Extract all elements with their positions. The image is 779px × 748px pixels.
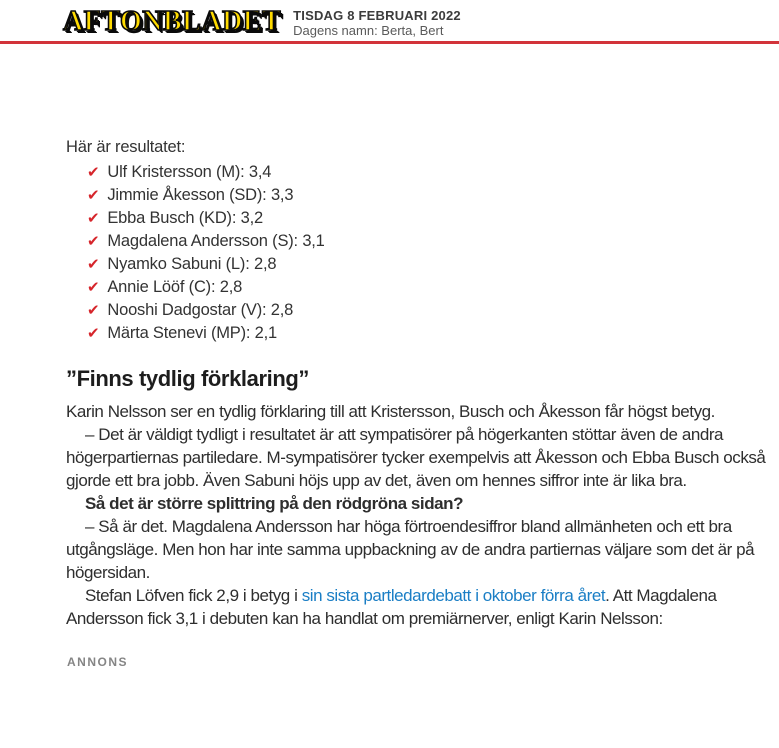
result-label: Ulf Kristersson (M): 3,4 [107,163,272,181]
nameday-line: Dagens namn: Berta, Bert [293,23,444,38]
result-list-item [66,207,779,230]
results-intro: Här är resultatet: [66,138,186,156]
article-link[interactable]: sin sista partledardebatt i oktober förra året [301,586,606,605]
paragraph-text: Stefan Löfven fick 2,9 i betyg i [85,586,302,605]
article-body [66,137,779,630]
result-list-item [66,322,779,345]
result-list [66,161,779,345]
result-label: Nooshi Dadgostar (V): 2,8 [107,301,294,319]
ad-label: ANNONS [67,655,129,669]
check-icon: ✔ [87,164,100,181]
result-label: Ebba Busch (KD): 3,2 [107,209,263,227]
check-icon: ✔ [87,302,100,319]
interview-question: Så det är större splittring på den rödgröna sidan? [85,494,464,513]
result-label: Annie Lööf (C): 2,8 [107,278,243,296]
check-icon: ✔ [87,187,100,204]
check-icon: ✔ [87,325,100,342]
result-label: Jimmie Åkesson (SD): 3,3 [107,186,294,204]
result-list-item [66,276,779,299]
result-list-item [66,184,779,207]
result-list-item [66,161,779,184]
result-label: Nyamko Sabuni (L): 2,8 [107,255,277,273]
result-list-item [66,299,779,322]
header-meta [293,7,461,38]
result-list-item [66,230,779,253]
check-icon: ✔ [87,279,100,296]
paragraph-text: . Att Magdalena Andersson fick 3,1 i debuten kan ha handlat om premiärnerver, enligt Karin Nelsson: [66,586,717,628]
result-label: Märta Stenevi (MP): 2,1 [107,324,277,342]
aftonbladet-logo[interactable]: AFTONBLADET [63,6,282,37]
paragraph [66,584,779,630]
article-subheading: ”Finns tydlig förklaring” [66,366,310,391]
paragraph: – Det är väldigt tydligt i resultatet är att sympatisörer på högerkanten stöttar även de andra högerpartiernas partiledare. M-sympatisörer tycker exempelvis att Åkesson och Ebba Busch också gjorde ett bra jobb. Även Sabuni höjs upp av det, även om hennes siffror inte är lika bra. [66,425,766,490]
date-line: TISDAG 8 FEBRUARI 2022 [293,8,461,23]
check-icon: ✔ [87,256,100,273]
paragraph: – Så är det. Magdalena Andersson har höga förtroendesiffror bland allmänheten och ett bra utgångsläge. Men hon har inte samma uppbackning av de andra partiernas väljare som det är på högersidan. [66,517,755,582]
check-icon: ✔ [87,210,100,227]
result-list-item [66,253,779,276]
result-label: Magdalena Andersson (S): 3,1 [107,232,325,250]
paragraph: Karin Nelsson ser en tydlig förklaring till att Kristersson, Busch och Åkesson får högst betyg. [66,402,715,421]
body-copy [66,400,779,630]
check-icon: ✔ [87,233,100,250]
site-header [0,0,779,44]
